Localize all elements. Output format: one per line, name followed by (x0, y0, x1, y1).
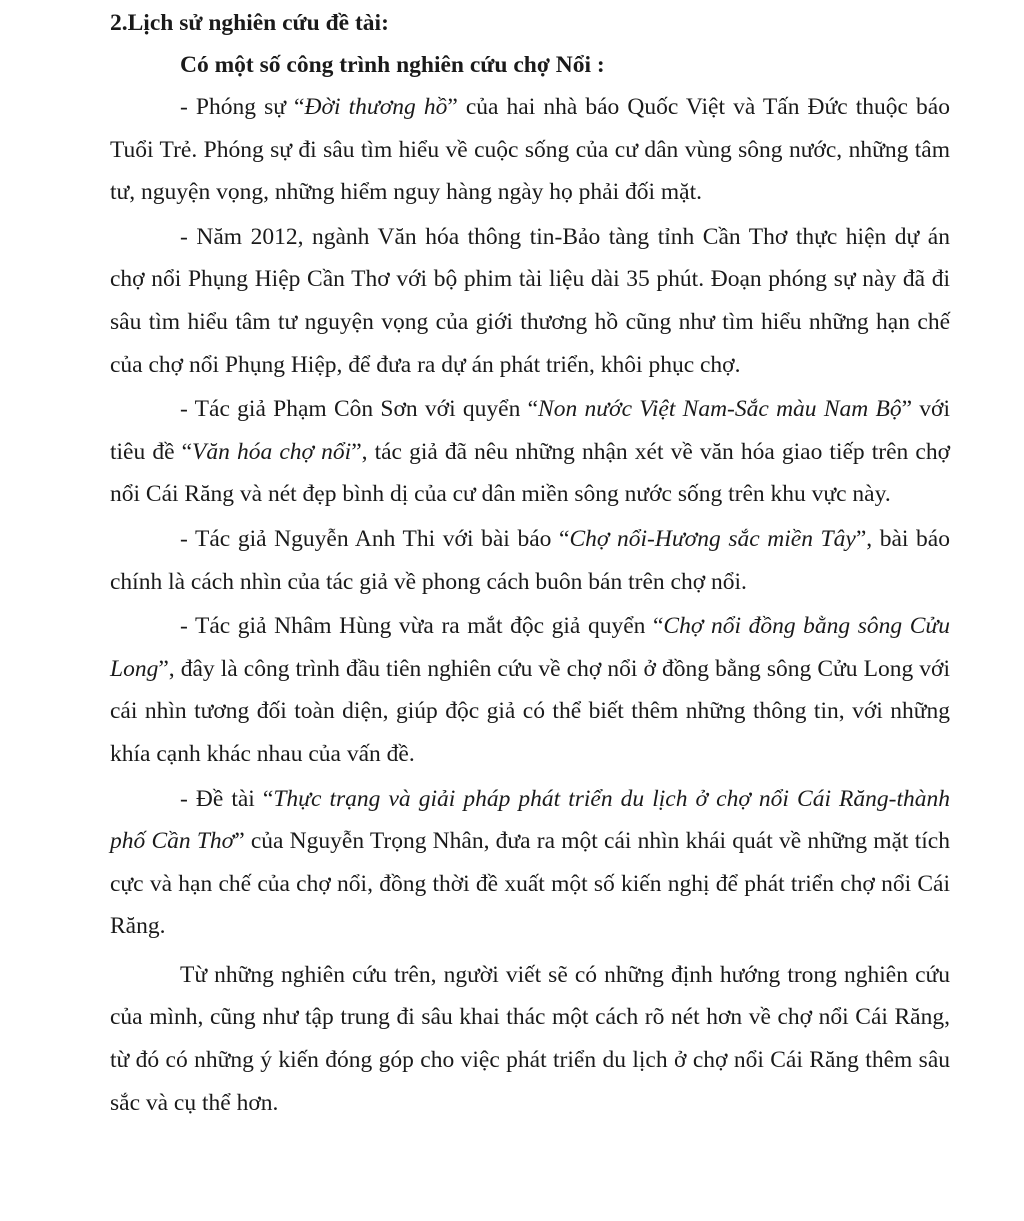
item-3-post: ”, tác giả đã nêu những nhận xét về văn hóa giao tiếp trên chợ nổi Cái Răng và nét đẹp bình dị của cư dân miền sông nước sống trên khu vực này. (110, 438, 951, 508)
item-5-title: Chợ nổi đồng bằng sông Cửu Long (110, 613, 950, 682)
intro-line: Có một số công trình nghiên cứu chợ Nổi : (180, 52, 605, 78)
paragraph-item-1 (110, 86, 950, 214)
item-2-text: - Năm 2012, ngành Văn hóa thông tin-Bảo tàng tỉnh Cần Thơ thực hiện dự án chợ nổi Phụng Hiệp Cần Thơ với bộ phim tài liệu dài 35 phút. Đoạn phóng sự này đã đi sâu tìm hiểu tâm tư nguyện vọng của giới thương hồ cũng như tìm hiểu những hạn chế của chợ nổi Phụng Hiệp, để đưa ra dự án phát triển, khôi phục chợ. (110, 223, 950, 378)
item-4-pre: - Tác giả Nguyễn Anh Thi với bài báo “ (180, 525, 570, 552)
paragraph-item-5 (110, 605, 950, 775)
item-6-pre: - Đề tài “ (180, 785, 274, 812)
item-5-pre: - Tác giả Nhâm Hùng vừa ra mắt độc giả quyển “ (180, 613, 664, 640)
item-3-title: Non nước Việt Nam-Sắc màu Nam Bộ (538, 396, 902, 423)
item-3-title2: Văn hóa chợ nổi (192, 438, 352, 465)
conclusion-paragraph: Từ những nghiên cứu trên, người viết sẽ có những định hướng trong nghiên cứu của mình, cũng như tập trung đi sâu khai thác một cách rõ nét hơn về chợ nổi Cái Răng, từ đó có những ý kiến đóng góp cho việc phát triển du lịch ở chợ nổi Cái Răng thêm sâu sắc và cụ thể hơn. (110, 961, 950, 1116)
item-4-post: ”, bài báo chính là cách nhìn của tác giả về phong cách buôn bán trên chợ nổi. (110, 525, 950, 595)
item-1-title: Đời thương hồ (304, 94, 448, 120)
item-5-post: ”, đây là công trình đầu tiên nghiên cứu về chợ nổi ở đồng bằng sông Cửu Long với cái nhìn tương đối toàn diện, giúp độc giả có thể biết thêm những thông tin, với những khía cạnh khác nhau của vấn đề. (110, 655, 950, 767)
paragraph-item-6 (110, 778, 950, 948)
item-6-post: ” của Nguyễn Trọng Nhân, đưa ra một cái nhìn khái quát về những mặt tích cực và hạn chế của chợ nổi, đồng thời đề xuất một số kiến nghị để phát triển chợ nổi Cái Răng. (110, 828, 950, 940)
item-3-mid: ” với tiêu đề “ (110, 396, 951, 465)
item-6-title: Thực trạng và giải pháp phát triển du lịch ở chợ nổi Cái Răng-thành phố Cần Thơ (110, 785, 950, 855)
section-heading: 2.Lịch sử nghiên cứu đề tài: (110, 10, 389, 36)
paragraph-item-2 (110, 216, 950, 386)
item-1-pre: - Phóng sự “ (180, 94, 305, 120)
item-1-post: ” của hai nhà báo Quốc Việt và Tấn Đức thuộc báo Tuổi Trẻ. Phóng sự đi sâu tìm hiểu về cuộc sống của cư dân vùng sông nước, những tâm tư, nguyện vọng, những hiểm nguy hàng ngày họ phải đối mặt. (110, 94, 950, 206)
paragraph-item-3 (110, 388, 950, 516)
item-4-title: Chợ nổi-Hương sắc miền Tây (569, 525, 856, 552)
paragraph-item-4 (110, 518, 950, 603)
item-3-pre: - Tác giả Phạm Côn Sơn với quyển “ (180, 396, 539, 423)
